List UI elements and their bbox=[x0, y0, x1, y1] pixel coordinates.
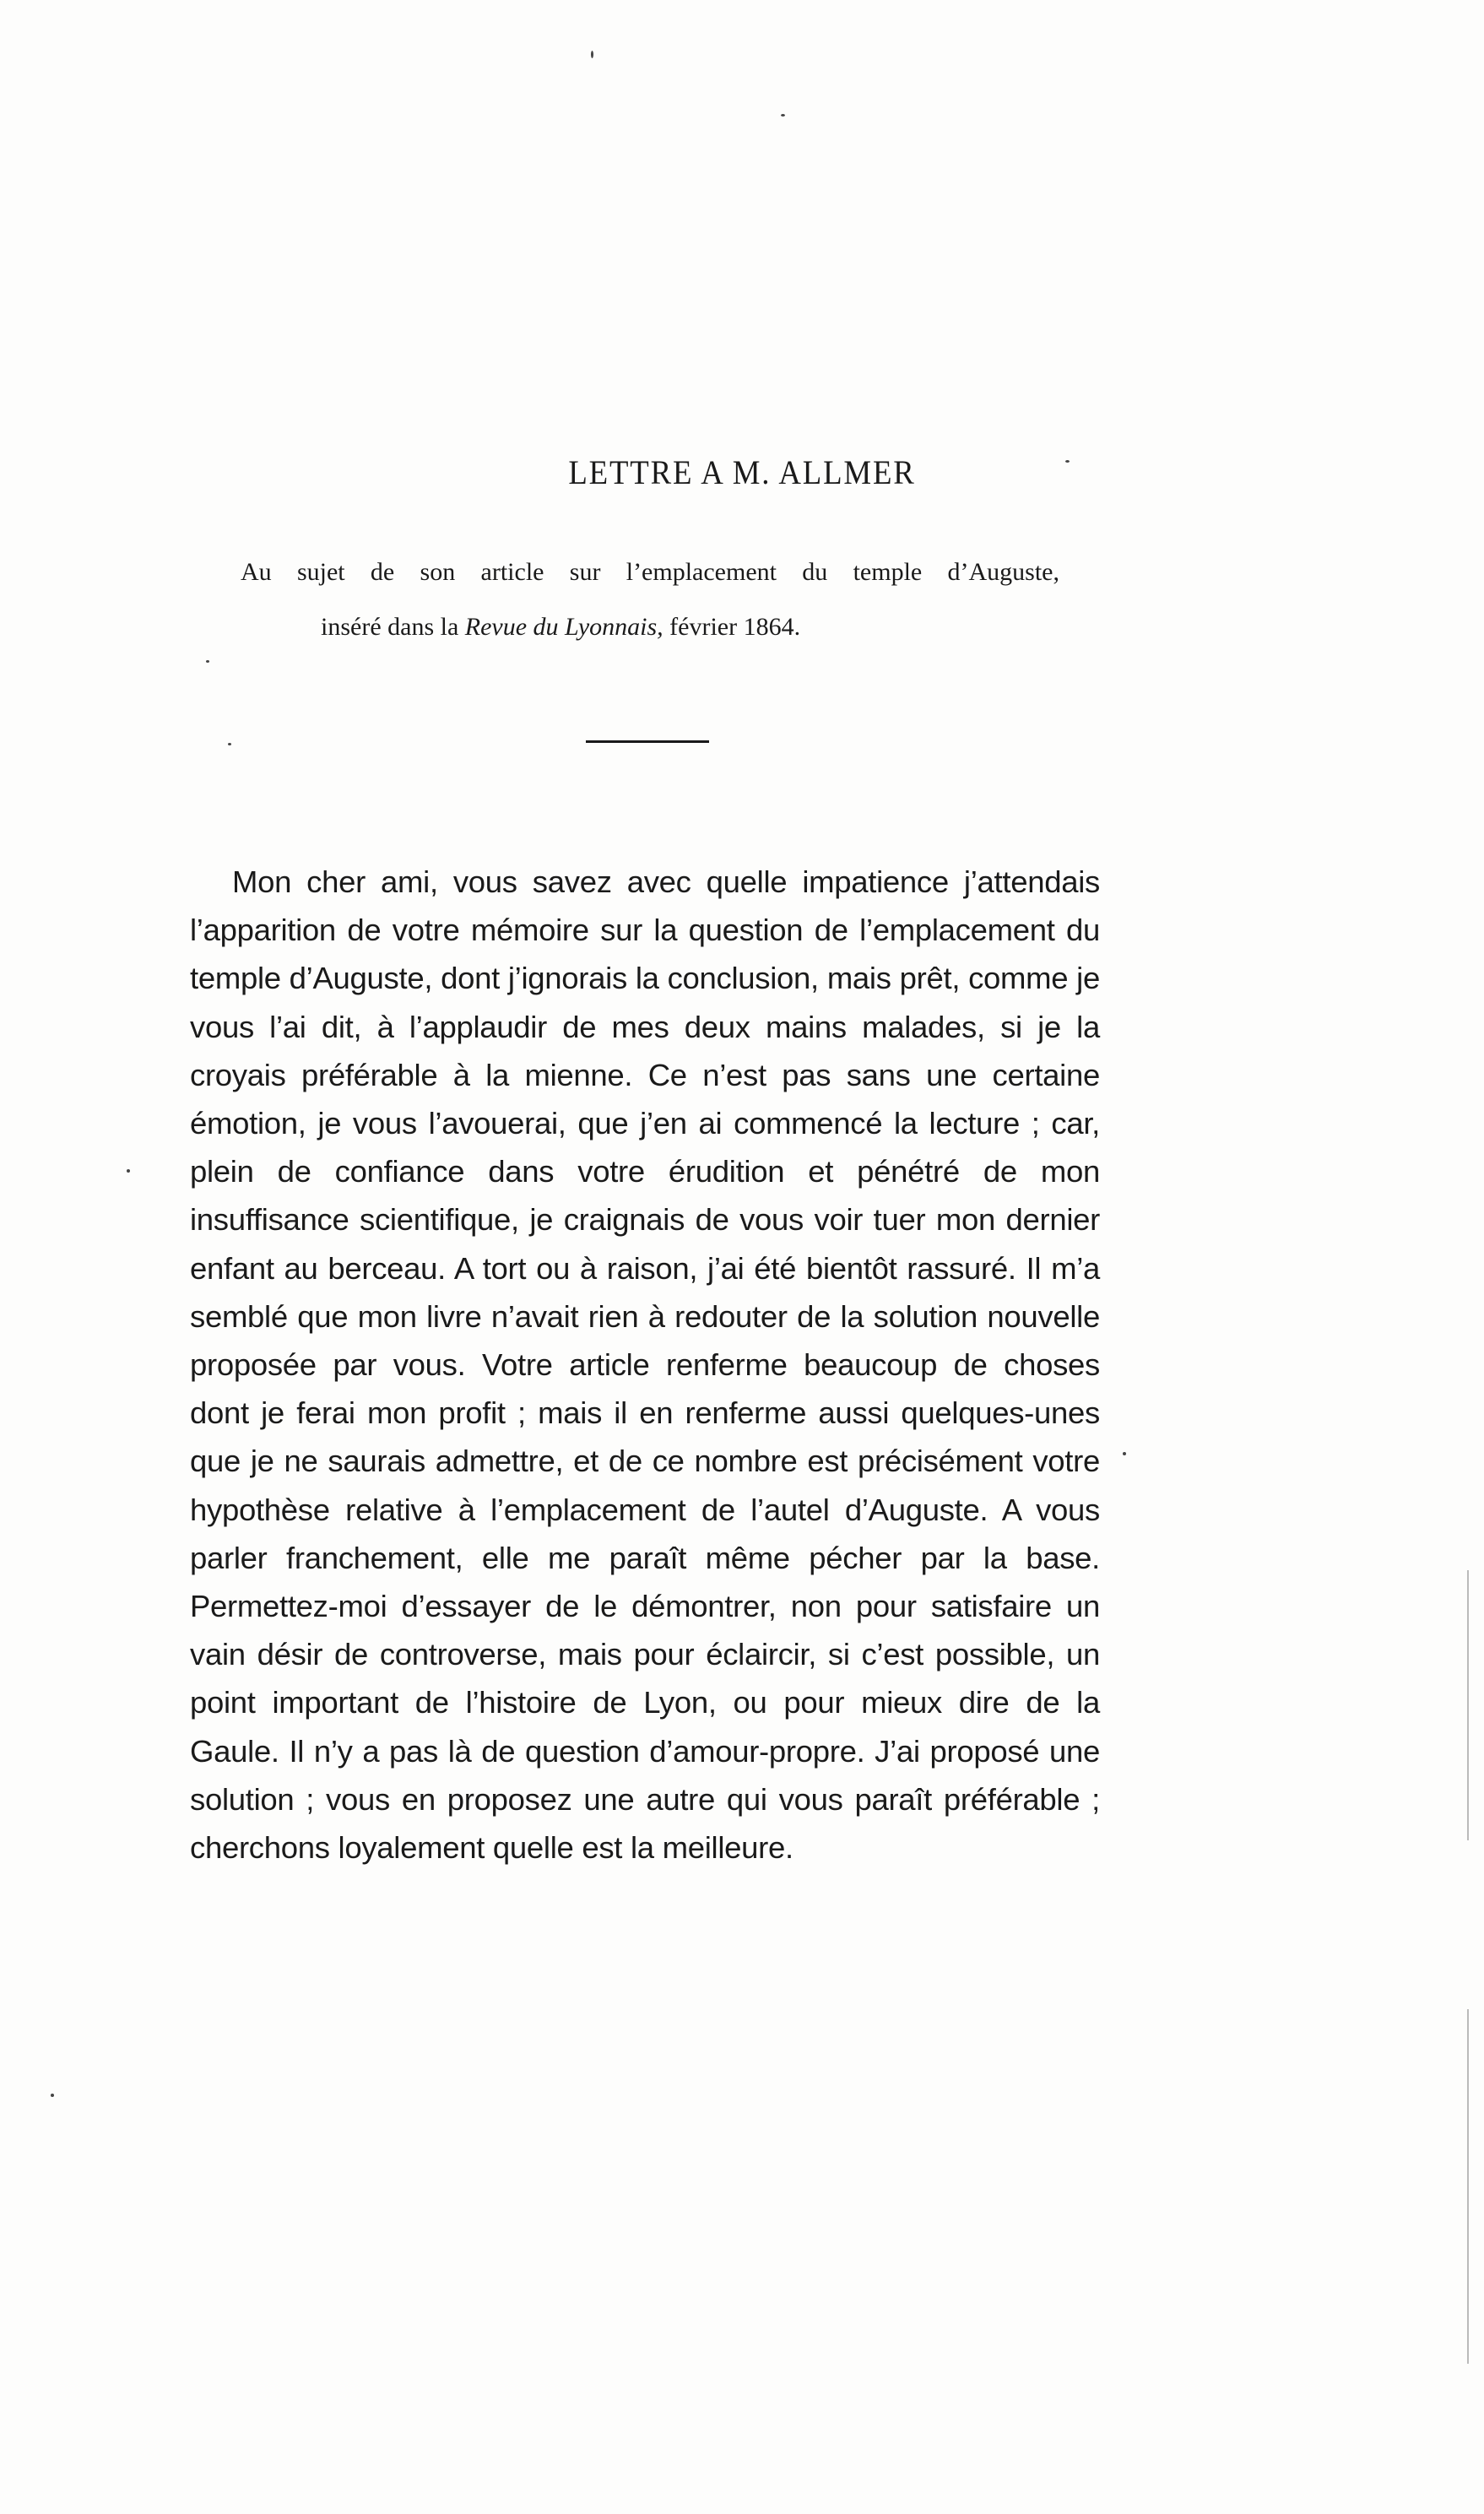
separator-rule bbox=[586, 740, 709, 743]
subtitle-line-2 bbox=[321, 613, 800, 642]
subtitle-prefix: inséré dans la bbox=[321, 613, 465, 641]
scan-speck bbox=[51, 2094, 54, 2097]
scan-speck bbox=[206, 660, 209, 663]
body-paragraph: Mon cher ami, vous savez avec quelle impatience j’attendais l’apparition de votre mémoire sur la question de l’emplacement du temple d’Auguste, dont j’ignorais la conclusion, mais prêt, comme je vous l’ai dit, à l’applaudir de mes deux mains malades, si je la croyais préférable à la mienne. Ce n’est pas sans une certaine émotion, je vous l’avouerai, que j’en ai commencé la lecture ; car, plein de confiance dans votre érudition et pénétré de mon insuffisance scientifique, je craignais de vous voir tuer mon dernier enfant au berceau. A tort ou à raison, j’ai été bientôt rassuré. Il m’a semblé que mon livre n’avait rien à redouter de la solution nouvelle proposée par vous. Votre article renferme beaucoup de choses dont je ferai mon profit ; mais il en renferme aussi quelques-unes que je ne saurais admettre, et de ce nombre est précisément votre hypothèse relative à l’emplacement de l’autel d’Auguste. A vous parler franchement, elle me paraît même pécher par la base. Permettez-moi d’essayer de le démontrer, non pour satisfaire un vain désir de controverse, mais pour éclaircir, si c’est possible, un point important de l’histoire de Lyon, ou pour mieux dire de la Gaule. Il n’y a pas là de question d’amour-propre. J’ai proposé une solution ; vous en proposez une autre qui vous paraît préférable ; cherchons loyalement quelle est la meilleure. bbox=[190, 864, 1100, 1866]
scan-speck bbox=[127, 1169, 130, 1173]
scan-edge-line bbox=[1467, 2009, 1469, 2364]
scan-speck bbox=[228, 743, 231, 745]
subtitle-suffix: février 1864. bbox=[663, 613, 801, 641]
scan-speck bbox=[1065, 460, 1070, 463]
scan-speck bbox=[591, 51, 593, 58]
scan-speck bbox=[781, 114, 785, 116]
letter-title: LETTRE A M. ALLMER bbox=[568, 453, 916, 491]
subtitle-line-1: Au sujet de son article sur l’emplacement du temple d’Auguste, bbox=[241, 558, 1059, 586]
letter-body bbox=[190, 858, 1100, 1872]
scan-speck bbox=[1123, 1452, 1126, 1455]
subtitle-journal: Revue du Lyonnais, bbox=[464, 613, 663, 641]
scan-edge-line bbox=[1467, 1570, 1469, 1840]
